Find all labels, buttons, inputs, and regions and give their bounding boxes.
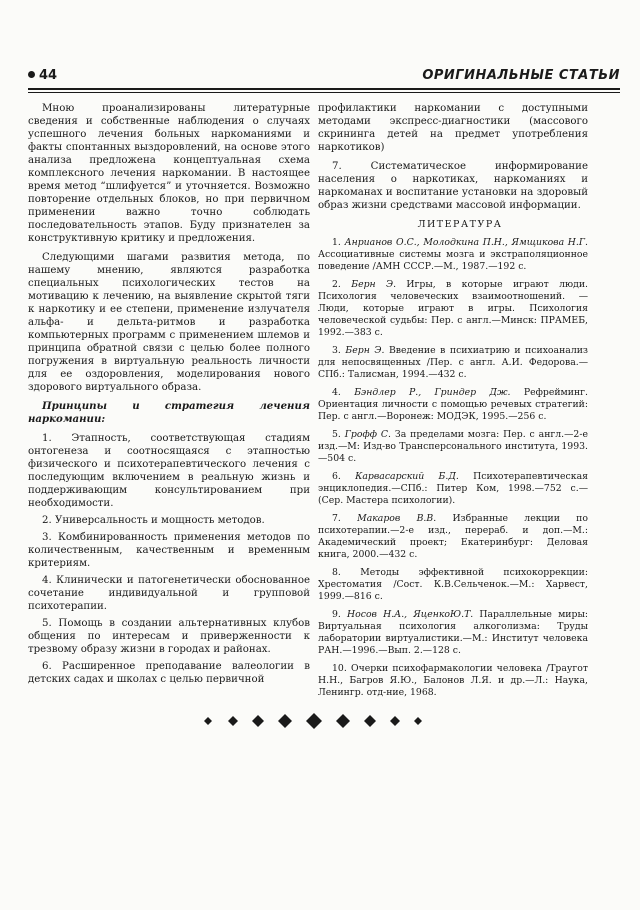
left-column [28,102,310,690]
header-rule [28,88,620,90]
reference-list [318,237,588,699]
right-column [318,102,588,705]
list-item: 2. Универсальность и мощность методов. [42,515,265,526]
reference-text: Психотерапевтическая энциклопедия.—СПб.: Питер Ком, 1998.—752 с.—(Сер. Мастера психологии). [318,471,588,506]
reference-authors: Грофф С. [344,429,392,440]
reference-authors: Анрианов О.С., Молодкина П.Н., Ямщикова Н.Г. [344,237,588,248]
principles-heading: Принципы и стратегия лечения наркомании: [28,400,310,425]
list-item: 6. Расширенное преподавание валеологии в детских садах и школах с целью первичной [28,661,310,685]
reference-number: 2. [332,279,341,290]
paragraph: Мною проанализированы литературные сведения и собственные наблюдения о случаях успешного лечения больных наркоманиями и факты спонтанных выздоровлений, на основе этого анализа предложена концептуальная схема комплексного лечения наркомании. В настоящее время метод “шлифуется” и уточняется. Возможно повторение отдельных блоков, но при первичном применении важно точно соблюдать последовательность этапов. Буду признателен за конструктивную критику и предложения. [28,103,310,244]
reference-item [318,237,588,273]
header-rule-thin [28,92,620,93]
reference-item [318,279,588,339]
reference-number: 3. [332,345,341,356]
paragraph: Следующими шагами развития метода, по нашему мнению, являются разработка специальных психологических тестов на мотивацию к лечению, на выявление скрытой тяги к наркотику и ее степени, применение излучателя альфа- и дельта-ритмов и разработка компьютерных программ с применением шлемов и принципа обратной связи с целью более полного погружения в виртуальную реальность личности для ее оздоровления, моделирования нового здорового виртуального образа. [28,252,310,393]
principles-list [28,432,310,686]
reference-number: 5. [332,429,341,440]
reference-item [318,429,588,465]
reference-item [318,387,588,423]
reference-item [318,345,588,381]
reference-text: Игры, в которые играют люди. Психология человеческих взаимоотношений. — Люди, которые играют в игры. Психология человеческой судьбы: Пер. с англ.—Минск: ПРАМЕБ, 1992.—383 с. [318,279,588,338]
reference-text: Методы эффективной психокоррекции: Хрестоматия /Сост. К.В.Сельченок.—М.: Харвест, 1999.—816 с. [318,567,588,602]
reference-item [318,513,588,561]
reference-authors: Берн Э. [345,345,385,356]
reference-text: Рефрейминг. Ориентация личности с помощью речевых стратегий: Пер. с англ.—Воронеж: МОДЭК, 1995.—256 с. [318,387,588,422]
reference-text: Ассоциативные системы мозга и экстраполяционное поведение /АМН СССР.—М., 1987.—192 с. [318,249,588,272]
reference-text: Параллельные миры: Виртуальная психология алкоголизма: Труды лаборатории виртуалистики.—М.: Институт человека РАН.—1996.—Вып. 2.—128 с. [318,609,588,656]
list-item: 7. Систематическое информирование населения о наркотиках, наркоманиях и наркоманах и воспитание установки на здоровый образ жизни средствами массовой информации. [318,161,588,211]
list-item: 4. Клинически и патогенетически обоснованное сочетание индивидуальной и групповой психотерапии. [28,575,310,612]
page-number: 44 [28,68,57,83]
reference-item [318,567,588,603]
page-header [28,66,628,88]
reference-text: Очерки психофармакологии человека /Траугот Н.Н., Багров Я.Ю., Балонов Л.Я. и др.—Л.: Наука, Ленингр. отд-ние, 1968. [318,663,588,698]
reference-number: 8. [332,567,341,578]
reference-number: 6. [332,471,341,482]
reference-authors: Берн Э. [351,279,397,290]
reference-text: За пределами мозга: Пер. с англ.—2-е изд.—М: Изд-во Трансперсонального института, 1993.—504 с. [318,429,588,464]
reference-number: 4. [332,387,341,398]
literature-heading: ЛИТЕРАТУРА [417,219,503,230]
bullet-icon [28,71,35,78]
reference-authors: Макаров В.В. [357,513,437,524]
list-item: 5. Помощь в создании альтернативных клубов общения по интересам и приверженности к трезвому образу жизни в городах и районах. [28,618,310,655]
reference-authors: Носов Н.А., ЯценкоЮ.Т. [347,609,474,620]
reference-item [318,609,588,657]
reference-text: Введение в психиатрию и психоанализ для непосвященных /Пер. с англ. А.И. Федорова.—СПб.: Талисман, 1994.—432 с. [318,345,588,380]
diamond-ornament-icon [200,709,440,733]
reference-item [318,471,588,507]
reference-number: 10. [332,663,347,674]
reference-number: 7. [332,513,341,524]
reference-authors: Карвасарский Б.Д. [355,471,459,482]
list-item: 3. Комбинированность применения методов по количественным, качественным и временным критериям. [28,532,310,569]
reference-item [318,663,588,699]
reference-authors: Бэндлер Р., Гриндер Дж. [354,387,511,398]
reference-number: 1. [332,237,341,248]
section-title: ОРИГИНАЛЬНЫЕ СТАТЬИ [422,68,620,83]
list-item: 1. Этапность, соответствующая стадиям онтогенеза и соотносящаяся с этапностью физического и психотерапевтического лечения с последующим включением в реальную жизнь и поддерживающим консультированием при необходимости. [28,433,310,509]
reference-text: Избранные лекции по психотерапии.—2-е изд., перераб. и доп.—М.: Академический проект; Екатеринбург: Деловая книга, 2000.—432 с. [318,513,588,560]
paragraph-continuation: профилактики наркомании с доступными методами экспресс-диагностики (массового скрининга детей на предмет употребления наркотиков) [318,103,588,153]
reference-number: 9. [332,609,341,620]
